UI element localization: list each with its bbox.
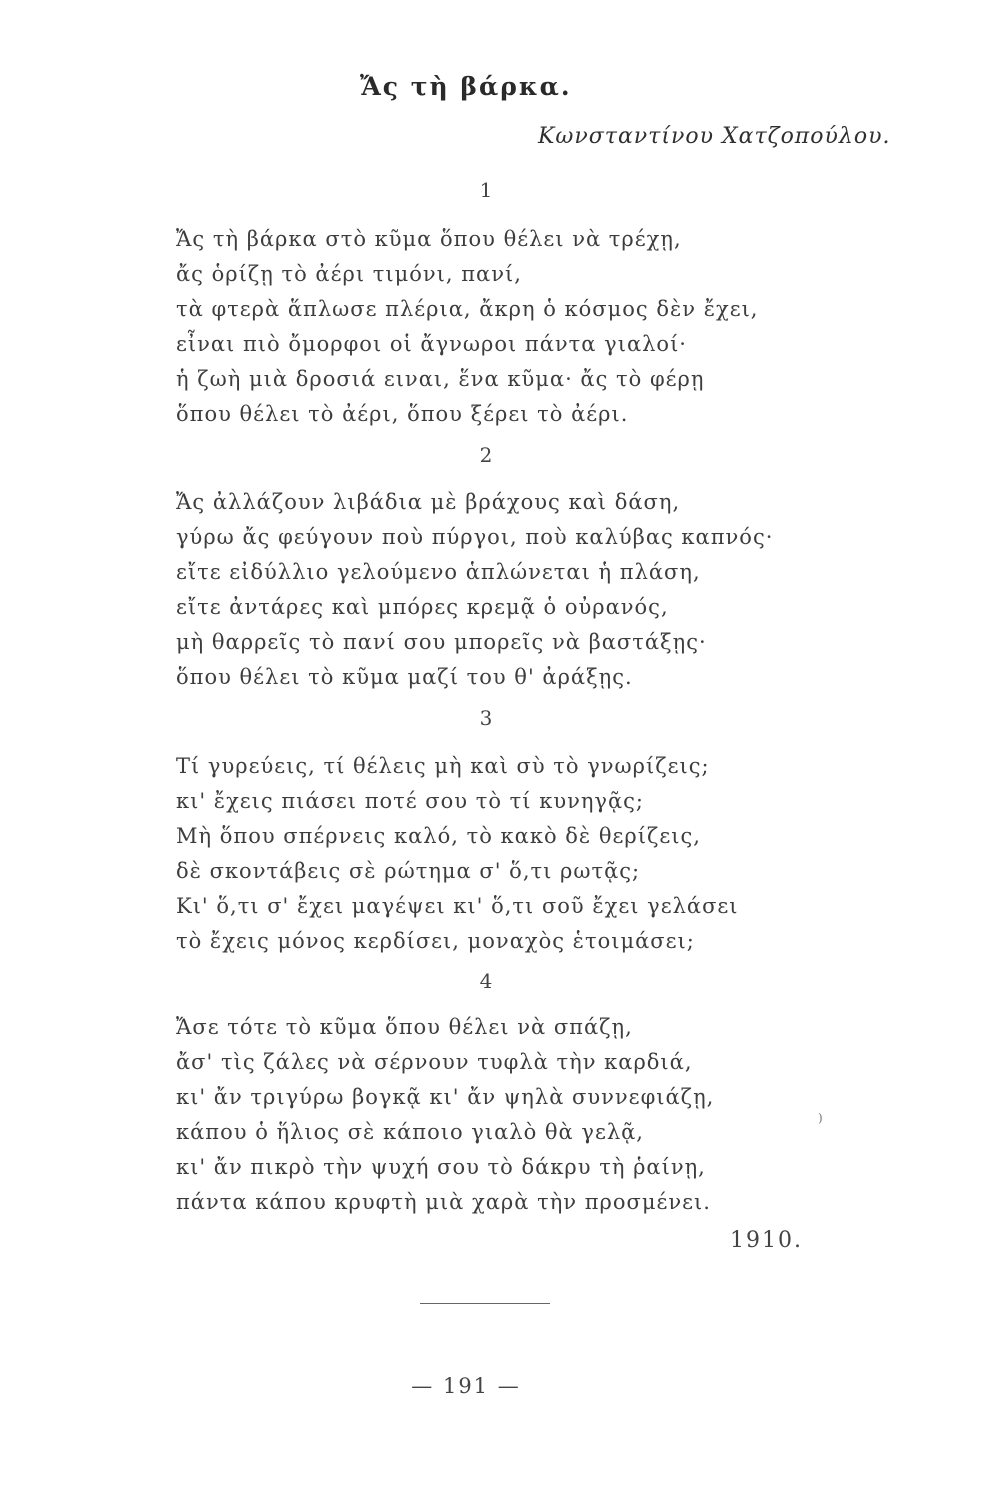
verse-line: Ἄς ἀλλάζουν λιβάδια μὲ βράχους καὶ δάση, (176, 490, 681, 514)
print-speck: ) (818, 1111, 823, 1125)
poem-title: Ἄς τὴ βάρκα. (360, 72, 572, 101)
verse-line: εἴτε εἰδύλλιο γελούμενο ἁπλώνεται ἡ πλάση, (176, 560, 701, 584)
verse-line: ἄσ' τὶς ζάλες νὰ σέρνουν τυφλὰ τὴν καρδιά, (176, 1050, 693, 1074)
poem-author: Κωνσταντίνου Χατζοπούλου. (538, 124, 891, 149)
verse-line: τὰ φτερὰ ἅπλωσε πλέρια, ἄκρη ὁ κόσμος δὲν ἔχει, (176, 297, 759, 321)
stanza-2 (176, 485, 796, 695)
page-number: — 191 — (411, 1374, 521, 1398)
verse-line: κάπου ὁ ἥλιος σὲ κάποιο γιαλὸ θὰ γελᾷ, (176, 1120, 644, 1144)
divider-rule (420, 1303, 550, 1304)
verse-line: Ἄσε τότε τὸ κῦμα ὅπου θέλει νὰ σπάζῃ, (176, 1015, 633, 1039)
stanza-number: 4 (479, 969, 493, 993)
verse-line: Κι' ὅ,τι σ' ἔχει μαγέψει κι' ὅ,τι σοῦ ἔχει γελάσει (176, 894, 739, 918)
stanza-3 (176, 749, 796, 959)
poem-date: 1910. (730, 1228, 803, 1253)
verse-line: κι' ἄν τριγύρω βογκᾷ κι' ἄν ψηλὰ συννεφιάζῃ, (176, 1085, 715, 1109)
stanza-number: 2 (479, 443, 493, 467)
verse-line: Τί γυρεύεις, τί θέλεις μὴ καὶ σὺ τὸ γνωρίζεις; (176, 754, 710, 778)
verse-line: ἄς ὁρίζῃ τὸ ἀέρι τιμόνι, πανί, (176, 262, 522, 286)
stanza-number: 3 (479, 706, 493, 730)
verse-line: γύρω ἄς φεύγουν ποὺ πύργοι, ποὺ καλύβας καπνός· (176, 525, 774, 549)
stanza-4 (176, 1010, 796, 1220)
verse-line: Μὴ ὅπου σπέρνεις καλό, τὸ κακὸ δὲ θερίζεις, (176, 824, 701, 848)
verse-line: κι' ἄν πικρὸ τὴν ψυχή σου τὸ δάκρυ τὴ ῥαίνῃ, (176, 1155, 706, 1179)
verse-line: μὴ θαρρεῖς τὸ πανί σου μπορεῖς νὰ βαστάξῃς· (176, 630, 707, 654)
stanza-number: 1 (479, 178, 493, 202)
verse-line: ὅπου θέλει τὸ ἀέρι, ὅπου ξέρει τὸ ἀέρι. (176, 402, 629, 426)
verse-line: Ἄς τὴ βάρκα στὸ κῦμα ὅπου θέλει νὰ τρέχῃ, (176, 227, 682, 251)
verse-line: κι' ἔχεις πιάσει ποτέ σου τὸ τί κυνηγᾷς; (176, 789, 644, 813)
verse-line: εἶναι πιὸ ὄμορφοι οἱ ἄγνωροι πάντα γιαλοί· (176, 332, 687, 356)
verse-line: τὸ ἔχεις μόνος κερδίσει, μοναχὸς ἑτοιμάσει; (176, 929, 695, 953)
verse-line: ἡ ζωὴ μιὰ δροσιά ειναι, ἕνα κῦμα· ἄς τὸ φέρῃ (176, 367, 705, 391)
stanza-1 (176, 222, 796, 432)
verse-line: πάντα κάπου κρυφτὴ μιὰ χαρὰ τὴν προσμένει. (176, 1190, 711, 1214)
verse-line: ὅπου θέλει τὸ κῦμα μαζί του θ' ἀράξῃς. (176, 665, 633, 689)
verse-line: εἴτε ἀντάρες καὶ μπόρες κρεμᾷ ὁ οὐρανός, (176, 595, 669, 619)
verse-line: δὲ σκοντάβεις σὲ ρώτημα σ' ὅ,τι ρωτᾷς; (176, 859, 641, 883)
